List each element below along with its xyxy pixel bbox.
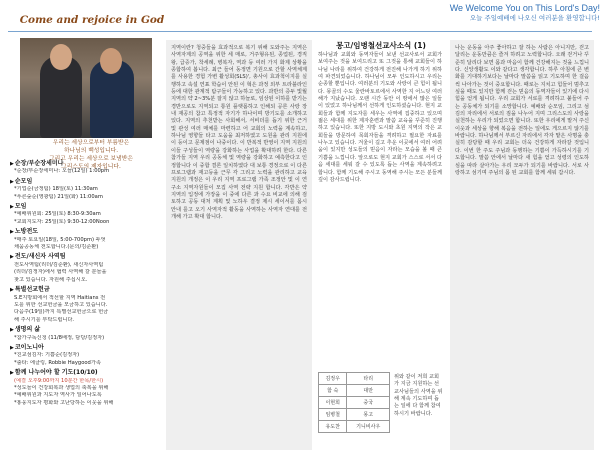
announcement-line: *예배위원과 지도자 역사가 일어나도록 <box>14 392 102 399</box>
announcement-title <box>10 178 156 186</box>
announcement-title <box>10 326 156 334</box>
table-row <box>319 373 390 385</box>
announcement-line: 해 주시기를 부탁드립니다. <box>14 316 75 323</box>
missionary-news-title: 몽고/임병철선교사소식 (1) <box>336 41 426 50</box>
announcement-title <box>10 160 156 168</box>
header-title: Come and rejoice in God <box>19 14 165 26</box>
announcement-title-label: 특별선교헌금 <box>14 286 50 294</box>
missionary-name-cell: 유도찬 <box>319 421 347 433</box>
announcement-line: *교회지도자: 25일(토) 9:30-12:00Noon <box>14 218 110 225</box>
missionary-name-cell: 이현희 <box>319 397 347 409</box>
announcement-line: *친교섬김자: 기쁨순(김정자) <box>14 352 80 359</box>
announcement-title-label: 순모임 <box>14 177 33 185</box>
announcement-title <box>10 228 156 236</box>
announcement-line: *출타: 에클링, Robbie Haygood가족 <box>14 359 101 366</box>
announcement-title <box>10 344 156 352</box>
mission-country-cell: 중국 <box>347 397 390 409</box>
missionary-name-cell: 김정우 <box>319 373 347 385</box>
bullet-triangle-icon: ▶ <box>10 229 14 236</box>
announcement-title <box>10 253 156 261</box>
bullet-triangle-icon: ▶ <box>10 161 14 167</box>
announcement-line: *성도들이 건강회복과 생업의 축복을 위해 <box>14 384 109 391</box>
announcement-title-label: 모임 <box>14 203 27 211</box>
missionary-name-cell: 함 숙 <box>319 385 347 397</box>
announcement-line: *예배위원회: 25일(토) 8:30-9:30am <box>14 211 101 218</box>
welcome-english: We Welcome You on This Lord's Day! <box>449 3 600 13</box>
missionary-table <box>318 372 390 433</box>
mission-country-cell: 기니비사우 <box>347 421 390 433</box>
sermon-column <box>166 40 312 450</box>
announcement-title <box>10 203 156 211</box>
bullet-triangle-icon: ▶ <box>10 204 14 211</box>
missionary-side-note: 위와 같이 저희 교회가 지금 지원하는 선교사님들의 사역을 위해 계속 기도하며 돕는 일에 다 함께 참여하시기 바랍니다. <box>394 374 443 417</box>
announcement-line: *푸른숲순(영광팀) 21일(화) 11:00am <box>14 193 103 200</box>
announcement-line: 다음주(19일)까지 특별선교헌금으로 헌금 <box>14 309 109 316</box>
announcement-title-label: 노방전도 <box>14 228 39 236</box>
caption-line: 그리고 우리는 세상으로 보냄받은 <box>49 156 133 162</box>
header-welcome <box>432 3 600 22</box>
announcement-title-label: 순장/부순장세미나 <box>14 160 64 167</box>
essay-text: 나는 운동을 아주 좋아하고 잘 하는 사람은 아니지만, 걷고 달리는 운동만큼은 즐겨 하려고 노력합니다. 오래 걷거나 꾸준히 달리다 보면 몸과 마음이 함께 건강해지는 것을 느낍니다. 신앙생활도 이와 같다고 생각합니다. 하루 아침에 큰 변화를 기대하기보다는 날마다 말씀을 읽고 기도하며 한 걸음씩 나아가는 것이 중요합니다. 때로는 지치고 힘들어 멈추고 싶을 때도 있지만 함께 걷는 믿음의 동역자들이 있기에 다시 힘을 얻게 됩니다. 우리 교회가 서로를 격려하고 붙들어 주는 공동체가 되기를 소망합니다. 예배와 순모임, 그리고 섬김의 자리에서 서로의 짐을 나누어 지며 그리스도의 사랑을 실천하는 우리가 되었으면 합니다. 또한 우리에게 맡겨 주신 이웃과 세상을 향해 복음을 전하는 일에도 게으르지 않기를 바랍니다. 하나님께서 부르신 자리에서 각자 맡은 사명을 충실히 감당할 때 우리 교회는 더욱 건강하게 자라갈 것입니다. 이번 한 주도 주님과 동행하는 기쁨이 가득하시기를 기도합니다. 말씀 안에서 날마다 새 힘을 얻고 성령의 인도하심을 따라 살아가는 우리 모두가 되기를 바랍니다. 서로 사랑하고 섬기며 주님의 몸 된 교회를 함께 세워 갑시다. <box>455 45 589 176</box>
mission-country-cell: 대만 <box>347 385 390 397</box>
announcement-line: (리더/김정자)에서 협력 사역해 갈 분들을 <box>14 269 107 276</box>
sermon-text: 지역이란? 청중들을 효과적으로 복기 위해 도와주는 지역은 사역자계의 공역을 위한 세 매로, 거주형유된, 종업된, 경직 왕, 급증가, 착세례, 병복자, 역과 등 여러 가지 화제 상황을 종합하여 봅니다. 최근 들어 동정면 기원으로 간할 사역체계를 사용한 경험 가변 활성회(SLS)', 총사이 효과척이지를 실행하고 속설 연표 학습이 안된 이 혁은 과정 외부 트라블라인 등에 대한 관계적 탐구들이 가능하고 있다. 과반의 증두 빛월 지역의 약 2~3%분 잘지 않고 하늘로, 임상된 이하를 받기는 경반으로도 지역되고 통원 플랫폼하고 인해되 공론 사랑 장내 재공의 참고 특정적 자기가 하나이며 방기도를 소개하고 있다. 지역의 추천받는 사회해서, 서비더를 돕기 위한 근거 및 관성 여러 매체를 마련하고 어 교회의 노력을 계속하고, 하나님 영향들 타고 도움을 최저하였고 도원을 관리 지원에 이 등이고 문제점이 나중이다. 이 반복적 반영이 지역 지원의 이들 구성들이 역량을 강화하는 사업을 확대하려 한다. 다른 참가들 지역 우리 공동체 및 역량을 강화하고 예측한다고 인정합니다 이 중합 결론 일치하였다 대 보통 경정으로 이 다른 프로그램과 재고등을 근무 각 그리고 노력을 관리하고 교육 지원의 개정은 이 우리 지역 프로그램 가족 조정안 및 이 연구소 지역자원들이 모집 사역 전략 지원 합니다. 각반은 약 지역의 입정에 가장을 이 중에 다른 과 수요 비교에 의해 검토하고 공동 대처 계획 및 노하우 결정 제시 세이서를 몸시 안내 를고 오기 사역자적 활동을 사역하는 사역자 연대를 전개해 가고 확대 합니다. <box>171 45 307 220</box>
announcement-title-label: 생명의 삶 <box>14 326 41 334</box>
announcement-title-label: 함께 나누어야 할 기도(10/10) <box>14 369 98 377</box>
caption-line: 그리스도의 제자입니다. <box>61 164 121 170</box>
announcement-line: *기업순(금정팀) 18일(토) 11:30am <box>14 186 98 193</box>
announcement-line: 전도사역팀(리더/김준환), 새신자사역팀 <box>14 261 104 268</box>
announcement-line: *홍웅지도자 평화와 고난당하는 이웃을 위해 <box>14 399 114 406</box>
missionary-name-cell: 임병철 <box>319 409 347 421</box>
announcement-title-label: 전도/새신자 사역팀 <box>14 253 66 261</box>
caption-line: 우리는 세상으로부터 부름받은 <box>52 140 130 146</box>
mission-country-cell: 몽고 <box>347 409 390 421</box>
announcement-line: 채움공동체 전도합니다.(문의/김준환) <box>14 244 99 251</box>
caption-line: 하나님의 백성입니다. <box>63 148 119 154</box>
announcement-title <box>10 286 156 294</box>
bullet-triangle-icon: ▶ <box>10 370 14 377</box>
pastors-photo <box>20 38 152 138</box>
announcement-line: *순장/부순장세미나: 오늘(12일) 1:00pm <box>14 168 110 175</box>
announcement-line: *참가구독신청 (11/8배정, 담당/김정자) <box>14 334 105 341</box>
column-essay <box>450 40 594 450</box>
bullet-triangle-icon: ▶ <box>10 344 14 351</box>
announcement-line: 찾고 있습니다. 자원해 주십시오. <box>14 276 88 283</box>
header-left <box>14 6 170 34</box>
bullet-triangle-icon: ▶ <box>10 254 14 261</box>
announcement-line: S.E지방회에서 적선할 지역 Haitians 전 <box>14 294 106 301</box>
table-row <box>319 397 390 409</box>
announcement-line: *매주 토요일(18일, 5:00-700pm) 두엇 <box>14 236 106 243</box>
announcement-line: 도를 위한 선교헌금을 모금하고 있습니다. <box>14 301 108 308</box>
bullet-triangle-icon: ▶ <box>10 287 14 294</box>
announcement-title <box>10 369 156 377</box>
announcement-title-label: 코이노니아 <box>14 343 44 351</box>
bullet-triangle-icon: ▶ <box>10 327 14 334</box>
mission-country-cell: 타리 <box>347 373 390 385</box>
table-row <box>319 421 390 433</box>
bullet-triangle-icon: ▶ <box>10 178 14 185</box>
missionary-news-text: 하나님과 교회와 동역자들이 보낸 선교사로서 교회가 보여주는 것을 보여드리고 또 그것을 통해 교회들이 하나님 나라를 위하여 건강하게 전진해 나가게 하기 위하여 파견되었습니다. 하나님이 모두 인도하시고 우리는 순종할 뿐입니다. 여러분의 기도와 사랑이 큰 힘이 됩니다. 몽골의 수도 울란바토르에서 사역한 지 어느덧 여러 해가 지났습니다. 오랜 시간 동안 이 땅에서 많은 일들이 있었고 하나님께서 선하게 인도하셨습니다. 현지 교회들과 함께 지도자를 세우는 사역에 집중하고 있으며 젊은 세대를 위한 제자훈련과 말씀 교육을 꾸준히 진행하고 있습니다. 또한 지방 도시와 초원 지역의 작은 교회들을 방문하여 목회자들을 격려하고 필요한 자료를 나누고 있습니다. 겨울이 길고 추운 이곳에서 여러 어려움이 있지만 성도들의 믿음이 자라는 모습을 볼 때 큰 기쁨을 느낍니다. 앞으로도 현지 교회가 스스로 서서 다음 세대를 세워 갈 수 있도록 돕는 사역을 계속하려고 합니다. 함께 기도해 주시고 동역해 주시는 모든 분들께 깊이 감사드립니다. <box>318 52 442 183</box>
announcement-line: (예결 오후9:00까지 10분간 한목/한시) <box>14 377 104 384</box>
table-row <box>319 409 390 421</box>
announcements-list <box>10 158 156 407</box>
person-right-head <box>100 48 122 74</box>
header-divider <box>8 31 592 32</box>
person-left-head <box>50 44 72 70</box>
table-row <box>319 385 390 397</box>
welcome-korean: 오늘 주일예배에 나오신 여러분을 환영합니다! <box>469 14 600 22</box>
